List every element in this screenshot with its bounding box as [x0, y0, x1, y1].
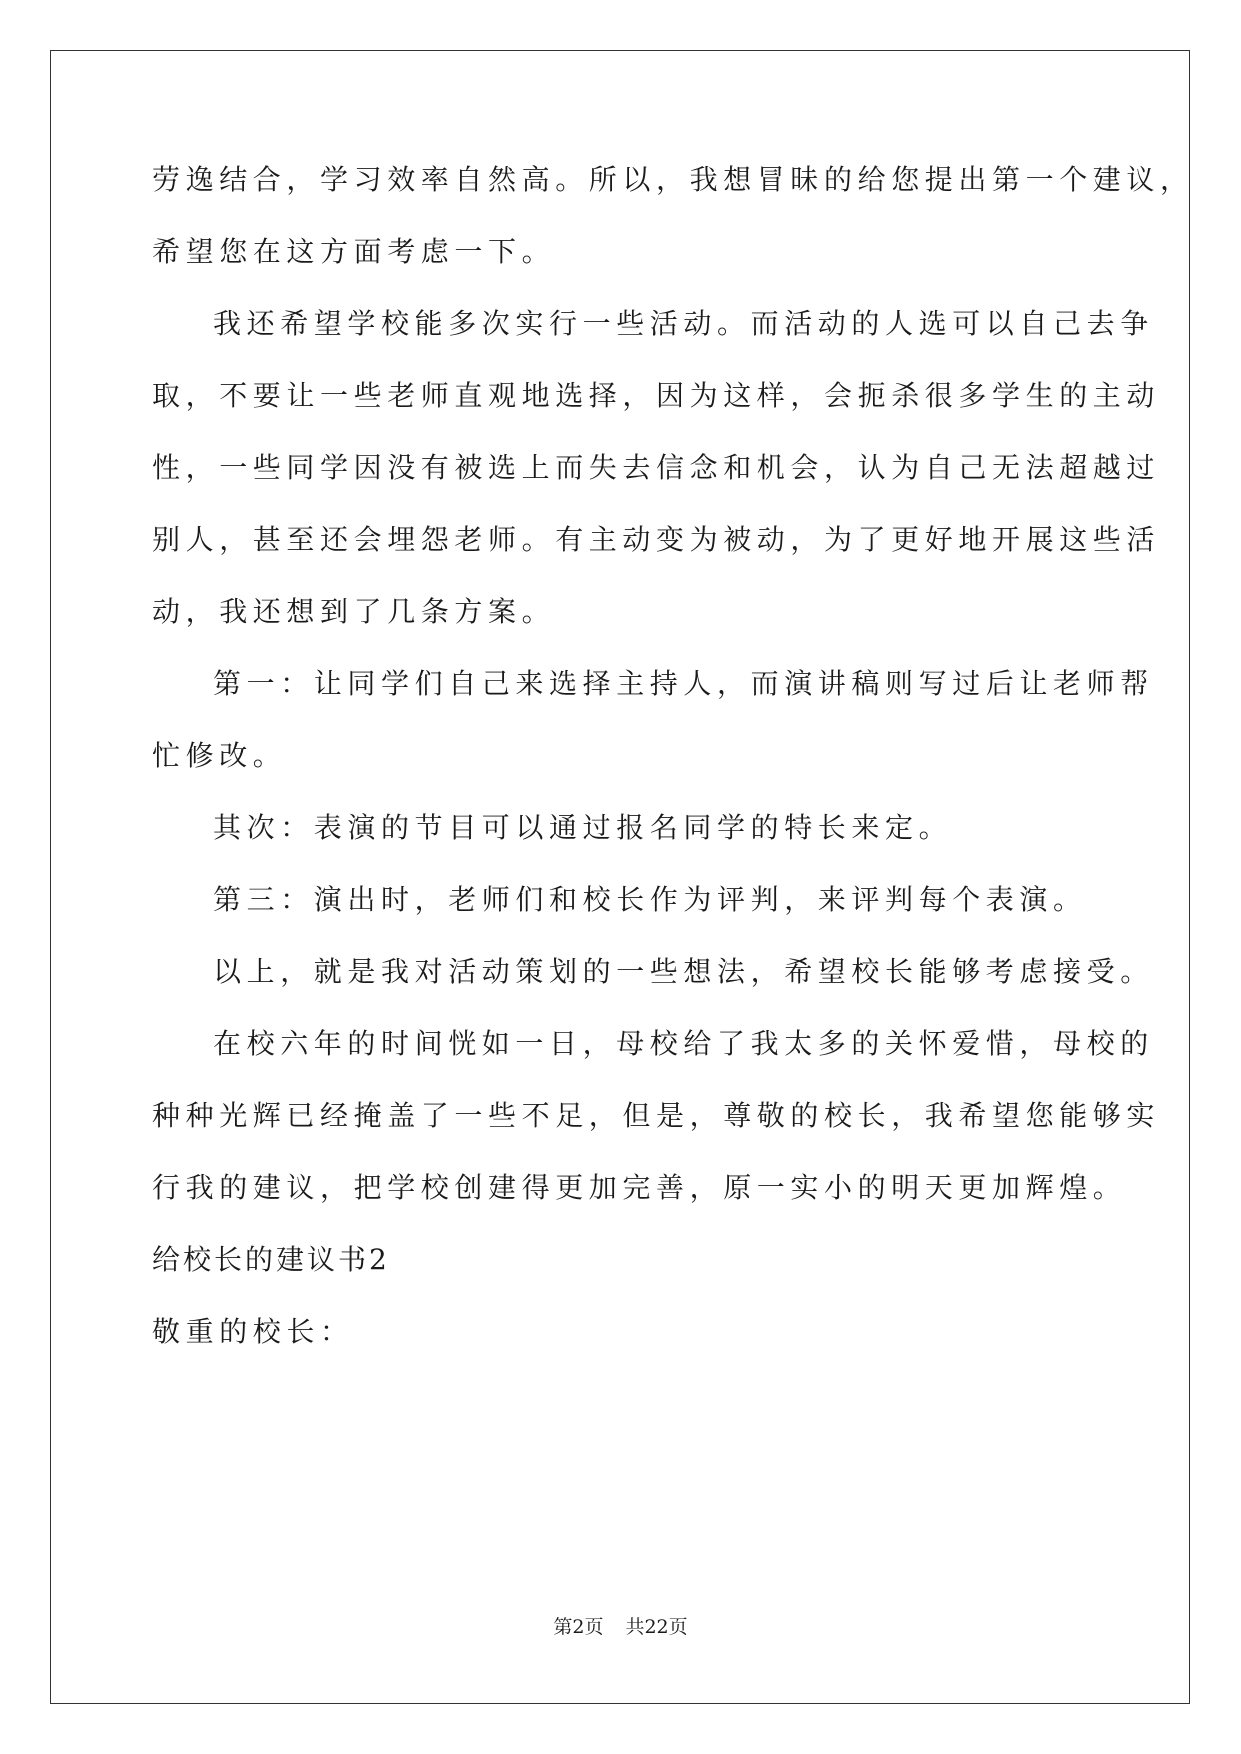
page-footer [0, 1615, 1241, 1639]
text-line: 动，我还想到了几条方案。 [152, 595, 556, 628]
text-line: 忙修改。 [152, 739, 287, 772]
salutation: 敬重的校长： [152, 1315, 354, 1348]
text-line: 种种光辉已经掩盖了一些不足，但是，尊敬的校长，我希望您能够实 [152, 1099, 1161, 1132]
paragraph-first-line: 其次：表演的节目可以通过报名同学的特长来定。 [213, 811, 953, 844]
paragraph-first-line: 以上，就是我对活动策划的一些想法，希望校长能够考虑接受。 [213, 955, 1154, 988]
text-line: 希望您在这方面考虑一下。 [152, 235, 556, 268]
text-line: 别人，甚至还会埋怨老师。有主动变为被动，为了更好地开展这些活 [152, 523, 1161, 556]
text-line: 劳逸结合，学习效率自然高。所以，我想冒昧的给您提出第一个建议， [152, 163, 1194, 196]
paragraph-first-line: 第三：演出时，老师们和校长作为评判，来评判每个表演。 [213, 883, 1087, 916]
text-line: 性，一些同学因没有被选上而失去信念和机会，认为自己无法超越过 [152, 451, 1161, 484]
page-total: 共22页 [625, 1616, 688, 1638]
paragraph-first-line: 在校六年的时间恍如一日，母校给了我太多的关怀爱惜，母校的 [213, 1027, 1154, 1060]
text-line: 取，不要让一些老师直观地选择，因为这样，会扼杀很多学生的主动 [152, 379, 1161, 412]
text-line: 行我的建议，把学校创建得更加完善，原一实小的明天更加辉煌。 [152, 1171, 1127, 1204]
section-heading: 给校长的建议书2 [152, 1243, 390, 1276]
page-number: 第2页 [553, 1616, 604, 1638]
paragraph-first-line: 第一：让同学们自己来选择主持人，而演讲稿则写过后让老师帮 [213, 667, 1154, 700]
page-border [50, 50, 1190, 1704]
paragraph-first-line: 我还希望学校能多次实行一些活动。而活动的人选可以自己去争 [213, 307, 1154, 340]
